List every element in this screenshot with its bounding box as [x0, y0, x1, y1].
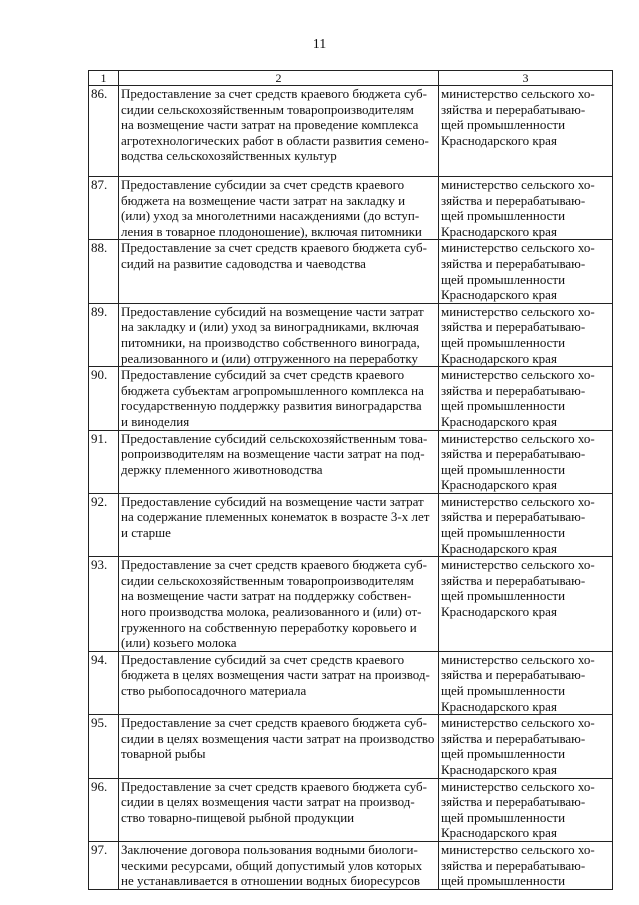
column-header-number: 1: [89, 71, 119, 86]
service-description: Предоставление за счет средств краевого бюджета суб- сидии сельскохозяйственным товаропроизводителям на возмещение части затрат на проведение комплекса агротехнологических работ в области развития семено- водства сельскохозяйственных культур: [119, 86, 439, 177]
row-number: 97.: [89, 841, 119, 889]
row-number: 91.: [89, 430, 119, 493]
service-description: Предоставление субсидий на возмещение части затрат на содержание племенных конематок в возрасте 3-х лет и старше: [119, 493, 439, 556]
row-number: 90.: [89, 367, 119, 430]
table-row: [89, 303, 613, 366]
service-description: Заключение договора пользования водными биологи- ческими ресурсами, общий допустимый улов которых не устанавливается в отношении водных биоресурсов: [119, 841, 439, 889]
responsible-department: министерство сельского хо- зяйства и перерабатываю- щей промышленности: [439, 841, 613, 889]
table-row: [89, 841, 613, 889]
responsible-department: министерство сельского хо- зяйства и перерабатываю- щей промышленности Краснодарского края: [439, 177, 613, 240]
table-header-row: [89, 71, 613, 86]
row-number: 92.: [89, 493, 119, 556]
row-number: 88.: [89, 240, 119, 303]
service-description: Предоставление субсидий за счет средств краевого бюджета субъектам агропромышленного комплекса на государственную поддержку развития виноградарства и виноделия: [119, 367, 439, 430]
service-description: Предоставление субсидии за счет средств краевого бюджета на возмещение части затрат на закладку и (или) уход за многолетними насаждениями (до вступ- ления в товарное плодоношение), включая питомники: [119, 177, 439, 240]
table-row: [89, 86, 613, 177]
row-number: 89.: [89, 303, 119, 366]
table-row: [89, 240, 613, 303]
responsible-department: министерство сельского хо- зяйства и перерабатываю- щей промышленности Краснодарского края: [439, 715, 613, 778]
row-number: 86.: [89, 86, 119, 177]
column-header-service: 2: [119, 71, 439, 86]
row-number: 94.: [89, 651, 119, 714]
page-number: 11: [312, 37, 327, 52]
service-description: Предоставление за счет средств краевого бюджета суб- сидии сельскохозяйственным товаропроизводителям на возмещение части затрат на поддержку собствен- ного производства молока, реализованного и (или) от- груженного на собственную переработку коровьего и (или) козьего молока: [119, 557, 439, 652]
row-number: 95.: [89, 715, 119, 778]
column-header-department: 3: [439, 71, 613, 86]
responsible-department: министерство сельского хо- зяйства и перерабатываю- щей промышленности Краснодарского края: [439, 430, 613, 493]
service-description: Предоставление за счет средств краевого бюджета суб- сидии в целях возмещения части затрат на производство товарной рыбы: [119, 715, 439, 778]
responsible-department: министерство сельского хо- зяйства и перерабатываю- щей промышленности Краснодарского края: [439, 367, 613, 430]
responsible-department: министерство сельского хо- зяйства и перерабатываю- щей промышленности Краснодарского края: [439, 240, 613, 303]
services-table: [88, 70, 613, 890]
table-row: [89, 493, 613, 556]
row-number: 96.: [89, 778, 119, 841]
table-row: [89, 430, 613, 493]
responsible-department: министерство сельского хо- зяйства и перерабатываю- щей промышленности Краснодарского края: [439, 651, 613, 714]
table-row: [89, 177, 613, 240]
table-row: [89, 778, 613, 841]
service-description: Предоставление субсидий за счет средств краевого бюджета в целях возмещения части затрат на производ- ство рыбопосадочного материала: [119, 651, 439, 714]
row-number: 87.: [89, 177, 119, 240]
table-row: [89, 557, 613, 652]
responsible-department: министерство сельского хо- зяйства и перерабатываю- щей промышленности Краснодарского края: [439, 303, 613, 366]
table-row: [89, 651, 613, 714]
table-row: [89, 367, 613, 430]
responsible-department: министерство сельского хо- зяйства и перерабатываю- щей промышленности Краснодарского края: [439, 557, 613, 652]
responsible-department: министерство сельского хо- зяйства и перерабатываю- щей промышленности Краснодарского края: [439, 493, 613, 556]
row-number: 93.: [89, 557, 119, 652]
service-description: Предоставление субсидий на возмещение части затрат на закладку и (или) уход за виноградниками, включая питомники, на производство собственного винограда, реализованного и (или) отгруженного на переработку: [119, 303, 439, 366]
table-row: [89, 715, 613, 778]
responsible-department: министерство сельского хо- зяйства и перерабатываю- щей промышленности Краснодарского края: [439, 86, 613, 177]
service-description: Предоставление за счет средств краевого бюджета суб- сидий на развитие садоводства и чаеводства: [119, 240, 439, 303]
service-description: Предоставление за счет средств краевого бюджета суб- сидии в целях возмещения части затрат на производ- ство товарно-пищевой рыбной продукции: [119, 778, 439, 841]
responsible-department: министерство сельского хо- зяйства и перерабатываю- щей промышленности Краснодарского края: [439, 778, 613, 841]
service-description: Предоставление субсидий сельскохозяйственным това- ропроизводителям на возмещение части затрат на под- держку племенного животноводства: [119, 430, 439, 493]
